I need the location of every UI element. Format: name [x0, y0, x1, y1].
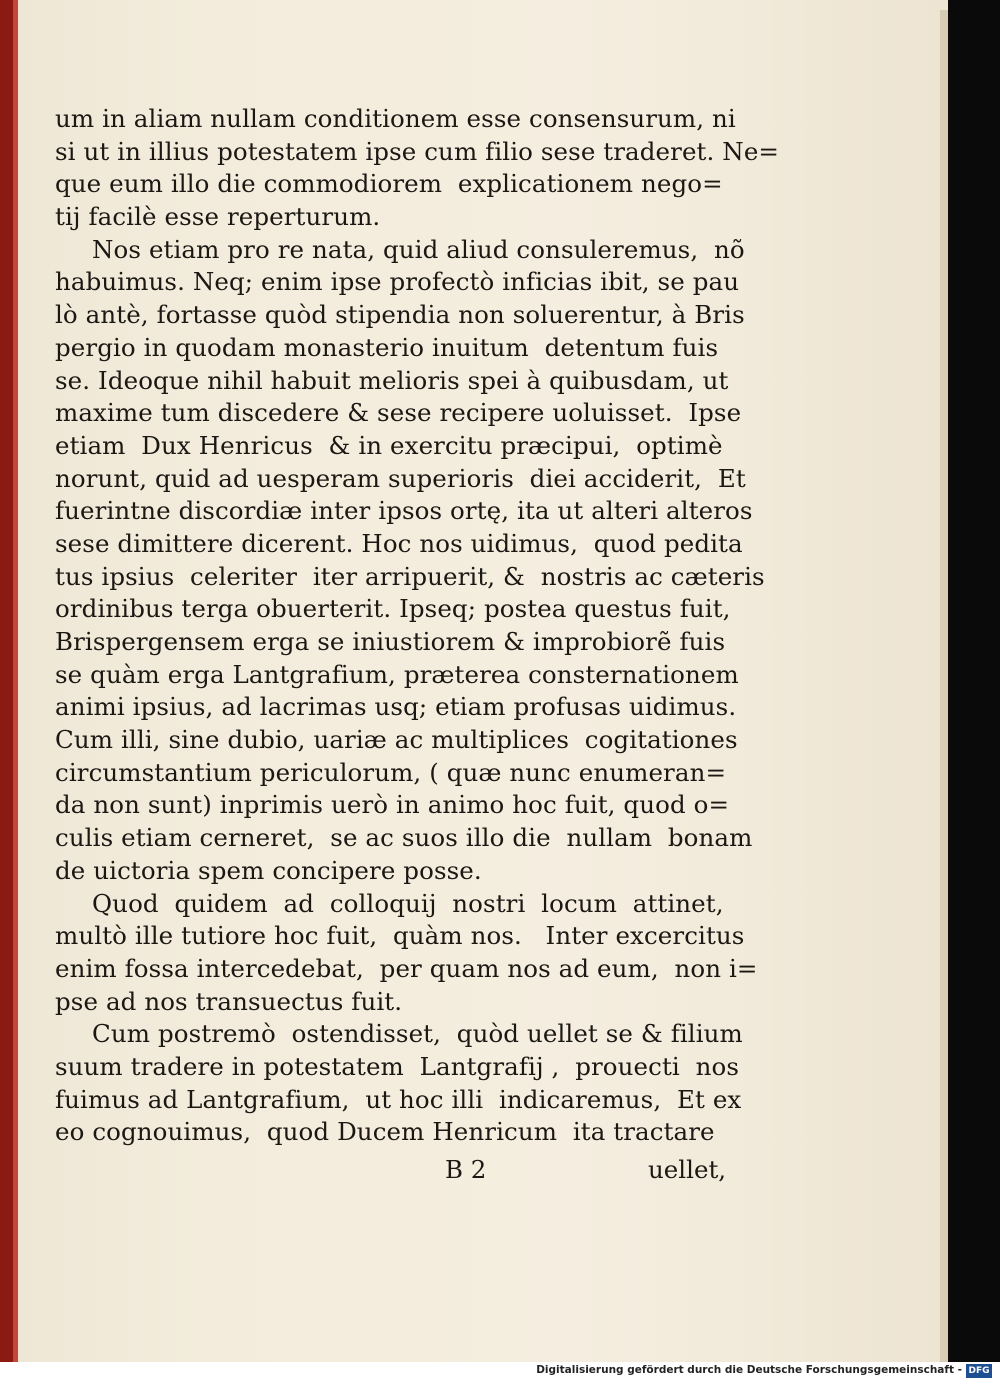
text-line: multò ille tutiore hoc fuit, quàm nos. Inter excercitus: [55, 921, 745, 951]
text-line: fuerintne discordiæ inter ipsos ortę, ita ut alteri alteros: [55, 496, 753, 526]
text-line: sese dimittere dicerent. Hoc nos uidimus, quod pedita: [55, 528, 743, 558]
text-line: lò antè, fortasse quòd stipendia non soluerentur, à Bris: [55, 300, 745, 330]
text-line: norunt, quid ad uesperam superioris diei acciderit, Et: [55, 463, 746, 493]
catchword: uellet,: [648, 1155, 727, 1184]
text-line: enim fossa intercedebat, per quam nos ad eum, non i=: [55, 953, 758, 983]
text-line: de uictoria spem concipere posse.: [55, 855, 482, 885]
text-line: Brispergensem erga se iniustiorem & improbiorẽ fuis: [55, 627, 726, 656]
page-edge-shadow: [940, 10, 948, 1362]
text-line: maxime tum discedere & sese recipere uoluisset. Ipse: [55, 398, 742, 428]
text-line: habuimus. Neq; enim ipse profectò inficias ibit, se pau: [55, 267, 740, 297]
text-line: Nos etiam pro re nata, quid aliud consuleremus, nõ: [92, 234, 745, 264]
text-line: da non sunt) inprimis uerò in animo hoc fuit, quod o=: [55, 790, 730, 820]
text-line: eo cognouimus, quod Ducem Henricum ita tractare: [55, 1117, 715, 1147]
text-line: pergio in quodam monasterio inuitum detentum fuis: [55, 332, 719, 362]
background-right: [948, 0, 1000, 1362]
body-text: [55, 103, 780, 1149]
text-line: circumstantium periculorum, ( quæ nunc enumeran=: [55, 757, 727, 787]
dfg-logo-icon: DFG: [966, 1364, 992, 1378]
text-line: fuimus ad Lantgrafium, ut hoc illi indicaremus, Et ex: [55, 1084, 742, 1114]
text-line: suum tradere in potestatem Lantgrafij , prouecti nos: [55, 1051, 740, 1081]
signature-mark: B 2: [445, 1155, 487, 1184]
text-line: se. Ideoque nihil habuit melioris spei à quibusdam, ut: [55, 365, 729, 395]
book-edge-red: [0, 0, 13, 1362]
text-line: culis etiam cerneret, se ac suos illo die nullam bonam: [55, 823, 753, 853]
text-line: um in aliam nullam conditionem esse consensurum, ni: [55, 104, 736, 133]
text-line: tij facilè esse reperturum.: [55, 202, 381, 232]
text-line: que eum illo die commodiorem explicationem nego=: [55, 169, 723, 199]
text-line: Cum postremò ostendisset, quòd uellet se & filium: [92, 1019, 743, 1049]
text-line: animi ipsius, ad lacrimas usq; etiam profusas uidimus.: [55, 692, 737, 722]
text-line: etiam Dux Henricus & in exercitu præcipui, optimè: [55, 430, 723, 460]
text-line: pse ad nos transuectus fuit.: [55, 986, 403, 1016]
text-line: si ut in illius potestatem ipse cum filio sese traderet. Ne=: [55, 136, 780, 166]
text-line: ordinibus terga obuerterit. Ipseq; postea questus fuit,: [55, 594, 731, 624]
text-line: tus ipsius celeriter iter arripuerit, & nostris ac cæteris: [55, 561, 765, 591]
text-line: Quod quidem ad colloquij nostri locum attinet,: [92, 888, 724, 918]
text-line: se quàm erga Lantgrafium, præterea consternationem: [55, 659, 739, 689]
text-line: Cum illi, sine dubio, uariæ ac multiplices cogitationes: [55, 725, 738, 755]
funding-credit: Digitalisierung gefördert durch die Deutsche Forschungsgemeinschaft -: [536, 1364, 962, 1376]
